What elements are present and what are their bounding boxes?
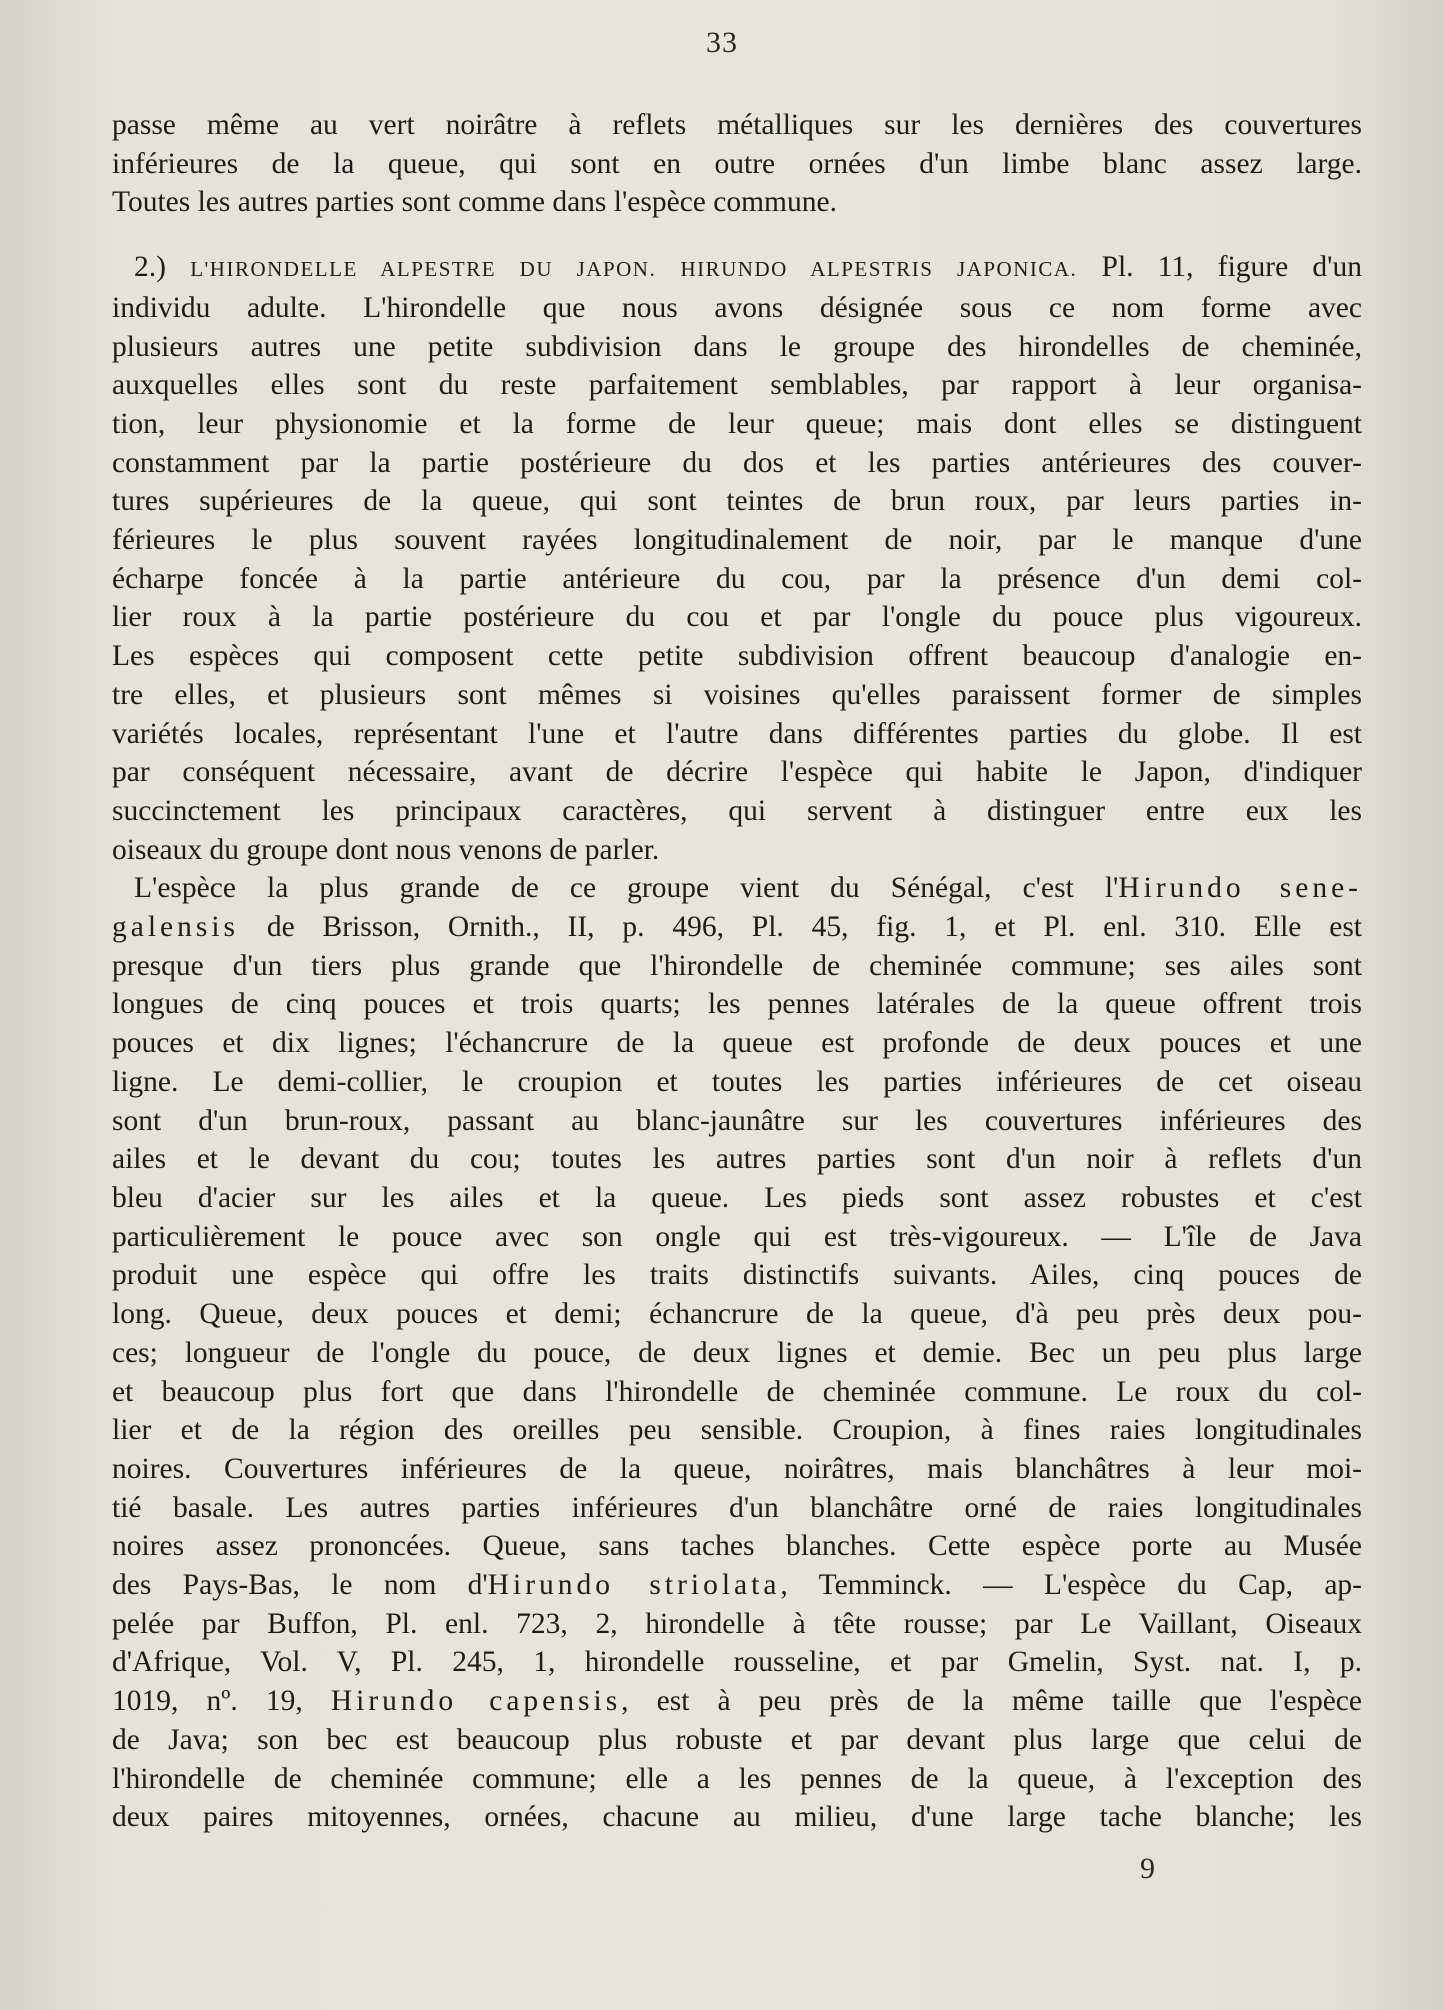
latin-name: Hirundo striolata	[487, 1569, 781, 1602]
text-run: succinctement les principaux caractères, qui servent à distinguer entre eux les	[112, 794, 1362, 827]
text-run: Toutes les autres parties sont comme dans l'espèce commune.	[112, 186, 837, 219]
text-run: longues de cinq pouces et trois quarts; les pennes latérales de la queue offrent trois	[112, 988, 1362, 1021]
text-run: particulièrement le pouce avec son ongle qui est très-vigoureux. — L'île de Java	[112, 1220, 1362, 1253]
text-line	[112, 1605, 1362, 1644]
small-caps-heading: HIRUNDO ALPESTRIS JAPONICA.	[680, 257, 1078, 282]
text-run: deux paires mitoyennes, ornées, chacune au milieu, d'une large tache blanche; les	[112, 1801, 1362, 1834]
text-line	[112, 1798, 1362, 1837]
text-line	[112, 1102, 1362, 1141]
text-line	[112, 1373, 1362, 1412]
text-run: inférieures de la queue, qui sont en outre ornées d'un limbe blanc assez large.	[112, 147, 1362, 180]
text-line	[112, 1179, 1362, 1218]
text-run: noires. Couvertures inférieures de la queue, noirâtres, mais blanchâtres à leur moi-	[112, 1452, 1362, 1485]
text-line	[112, 1643, 1362, 1682]
text-line	[112, 289, 1362, 328]
text-line	[112, 1140, 1362, 1179]
text-run: de Java; son bec est beaucoup plus robuste et par devant plus large que celui de	[112, 1723, 1362, 1756]
text-run: de Brisson, Ornith., II, p. 496, Pl. 45, fig. 1, et Pl. enl. 310. Elle est	[239, 911, 1362, 944]
text-line	[112, 831, 1362, 870]
text-run: férieures le plus souvent rayées longitudinalement de noir, par le manque d'une	[112, 524, 1362, 557]
text-run: d'Afrique, Vol. V, Pl. 245, 1, hirondelle rousseline, et par Gmelin, Syst. nat. I, p.	[112, 1646, 1362, 1679]
text-run: variétés locales, représentant l'une et l'autre dans différentes parties du globe. Il est	[112, 717, 1362, 750]
text-line	[112, 482, 1362, 521]
text-run: noires assez prononcées. Queue, sans taches blanches. Cette espèce porte au Musée	[112, 1530, 1362, 1563]
text-line	[112, 908, 1362, 947]
text-line	[112, 676, 1362, 715]
text-run: écharpe foncée à la partie antérieure du cou, par la présence d'un demi col-	[112, 562, 1362, 595]
text-run: tion, leur physionomie et la forme de leur queue; mais dont elles se distinguent	[112, 407, 1362, 440]
text-line	[112, 753, 1362, 792]
text-line	[112, 1760, 1362, 1799]
text-line	[112, 715, 1362, 754]
text-line	[112, 1334, 1362, 1373]
text-line	[112, 560, 1362, 599]
page-number: 33	[706, 26, 738, 59]
text-line	[112, 1256, 1362, 1295]
text-run: Les espèces qui composent cette petite subdivision offrent beaucoup d'analogie en-	[112, 640, 1362, 673]
text-run	[656, 251, 680, 283]
text-line	[112, 1450, 1362, 1489]
text-run: pouces et dix lignes; l'échancrure de la queue est profonde de deux pouces et une	[112, 1027, 1362, 1060]
text-line	[112, 106, 1362, 145]
text-line	[112, 1489, 1362, 1528]
text-run: tre elles, et plusieurs sont mêmes si voisines qu'elles paraissent former de simples	[112, 678, 1362, 711]
text-line	[112, 1295, 1362, 1334]
text-line	[112, 1411, 1362, 1450]
text-run: par conséquent nécessaire, avant de décrire l'espèce qui habite le Japon, d'indiquer	[112, 756, 1362, 789]
text-line	[112, 1024, 1362, 1063]
text-run: tures supérieures de la queue, qui sont teintes de brun roux, par leurs parties in-	[112, 485, 1362, 518]
text-line	[112, 985, 1362, 1024]
text-run: ligne. Le demi-collier, le croupion et toutes les parties inférieures de cet oiseau	[112, 1065, 1362, 1098]
text-line	[112, 145, 1362, 184]
text-line	[112, 1566, 1362, 1605]
text-run: presque d'un tiers plus grande que l'hirondelle de cheminée commune; ses ailes sont	[112, 949, 1362, 982]
small-caps-heading: L'HIRONDELLE ALPESTRE DU JAPON.	[190, 257, 657, 282]
text-line	[112, 1721, 1362, 1760]
text-line	[112, 328, 1362, 367]
text-line	[112, 598, 1362, 637]
text-run: ces; longueur de l'ongle du pouce, de deux lignes et demie. Bec un peu plus large	[112, 1336, 1362, 1369]
text-run: L'espèce la plus grande de ce groupe vient du Sénégal, c'est l'	[134, 872, 1119, 905]
text-line	[112, 183, 1362, 222]
text-run: , Temminck. — L'espèce du Cap, ap-	[780, 1569, 1362, 1602]
text-line	[112, 792, 1362, 831]
text-line	[112, 521, 1362, 560]
text-run: passe même au vert noirâtre à reflets métalliques sur les dernières des couvertures	[112, 109, 1362, 141]
text-line	[112, 366, 1362, 405]
text-line	[112, 248, 1362, 289]
text-line	[112, 1218, 1362, 1257]
text-run: des Pays-Bas, le nom d'	[112, 1569, 488, 1602]
text-line	[112, 1682, 1362, 1721]
text-line	[112, 869, 1362, 908]
text-run: Pl. 11, figure d'un	[1077, 251, 1362, 284]
latin-name: galensis	[112, 911, 240, 944]
body-text	[112, 106, 1362, 1837]
text-run: ailes et le devant du cou; toutes les autres parties sont d'un noir à reflets d'un	[112, 1143, 1362, 1176]
text-run: auxquelles elles sont du reste parfaitement semblables, par rapport à leur organisa-	[112, 369, 1362, 402]
text-line	[112, 1527, 1362, 1566]
text-line	[112, 947, 1362, 986]
text-run: 1019, nº. 19,	[112, 1685, 331, 1718]
text-run: et beaucoup plus fort que dans l'hirondelle de cheminée commune. Le roux du col-	[112, 1375, 1362, 1408]
paragraph-gap	[112, 222, 1362, 248]
text-run: plusieurs autres une petite subdivision dans le groupe des hirondelles de cheminée,	[112, 330, 1362, 363]
text-line	[112, 405, 1362, 444]
text-run: bleu d'acier sur les ailes et la queue. Les pieds sont assez robustes et c'est	[112, 1181, 1362, 1214]
text-run: lier roux à la partie postérieure du cou et par l'ongle du pouce plus vigoureux.	[112, 601, 1362, 634]
text-run: tié basale. Les autres parties inférieures d'un blanchâtre orné de raies longitudinales	[112, 1491, 1362, 1524]
latin-name: Hirundo sene-	[1118, 872, 1362, 905]
text-run: individu adulte. L'hirondelle que nous avons désignée sous ce nom forme avec	[112, 291, 1362, 324]
text-run: long. Queue, deux pouces et demi; échancrure de la queue, d'à peu près deux pou-	[112, 1298, 1362, 1331]
text-run: sont d'un brun-roux, passant au blanc-jaunâtre sur les couvertures inférieures des	[112, 1104, 1362, 1137]
text-run: pelée par Buffon, Pl. enl. 723, 2, hirondelle à tête rousse; par Le Vaillant, Oiseaux	[112, 1607, 1362, 1640]
text-line	[112, 444, 1362, 483]
text-run: 2.)	[134, 251, 191, 284]
text-run: lier et de la région des oreilles peu sensible. Croupion, à fines raies longitudinales	[112, 1414, 1362, 1447]
text-run: l'hirondelle de cheminée commune; elle a les pennes de la queue, à l'exception des	[112, 1762, 1362, 1795]
signature-mark: 9	[1140, 1852, 1155, 1885]
text-line	[112, 637, 1362, 676]
text-run: produit une espèce qui offre les traits distinctifs suivants. Ailes, cinq pouces de	[112, 1259, 1362, 1292]
text-run: constamment par la partie postérieure du dos et les parties antérieures des couver-	[112, 446, 1362, 479]
latin-name: Hirundo capensis	[330, 1685, 622, 1718]
text-line	[112, 1063, 1362, 1102]
text-run: , est à peu près de la même taille que l'espèce	[621, 1685, 1362, 1718]
text-run: oiseaux du groupe dont nous venons de parler.	[112, 833, 660, 866]
